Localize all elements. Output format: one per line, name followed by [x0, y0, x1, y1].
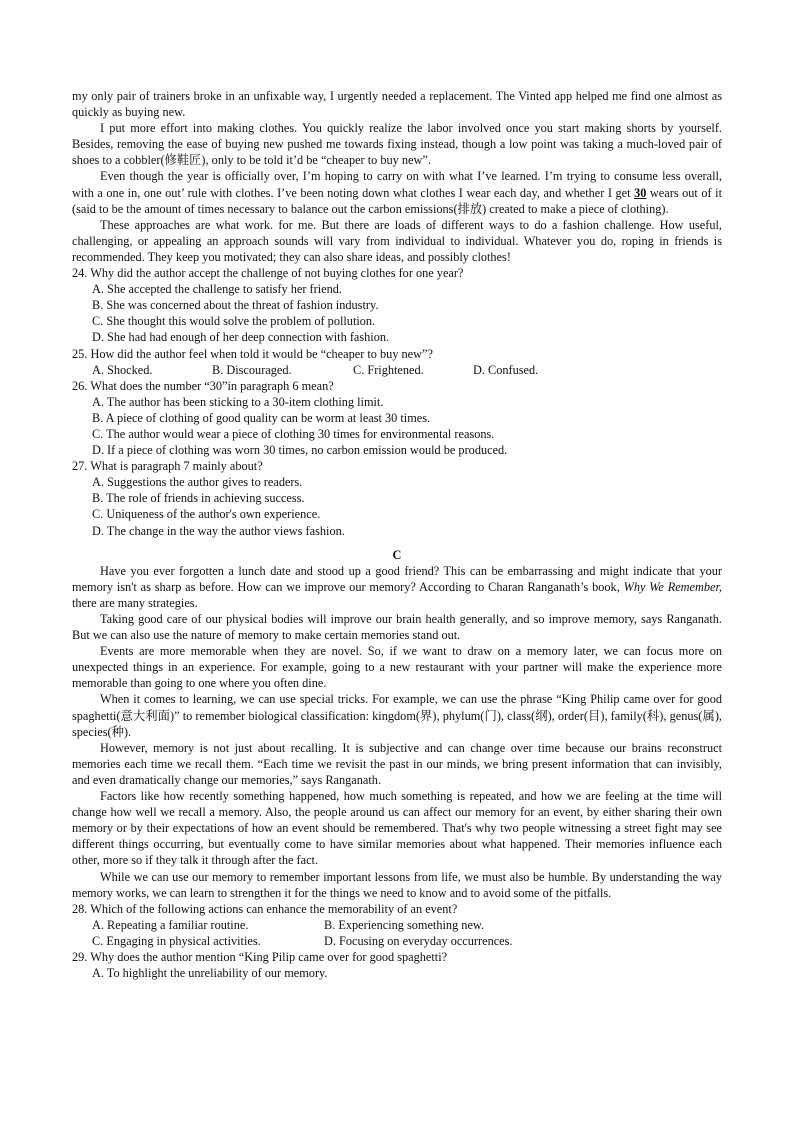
option: D. She had had enough of her deep connection with fashion. [92, 330, 390, 345]
question-stem: 25. How did the author feel when told it would be “cheaper to buy new”? [72, 346, 433, 361]
question-stem: 28. Which of the following actions can enhance the memorability of an event? [72, 901, 458, 916]
passage-paragraph: Events are more memorable when they are novel. So, if we want to draw on a memory later, we can focus more on unexpected things in an experience. For example, going to a new restaurant with your partner will make the experience more memorable than going to one where you often dine. [72, 644, 722, 691]
paragraph-text: wears out of it (said to be the amount of times necessary to balance out the carbon emissions(排放) created to make a piece of clothing). [72, 185, 723, 216]
question-stem: 26. What does the number “30”in paragraph 6 mean? [72, 378, 334, 393]
option: B. Discouraged. [212, 362, 292, 377]
option-row [92, 362, 722, 378]
option: D. If a piece of clothing was worn 30 times, no carbon emission would be produced. [92, 443, 508, 458]
option: A. Shocked. [92, 362, 153, 377]
paragraph-text: there are many strategies. [72, 595, 198, 610]
passage-paragraph: Taking good care of our physical bodies will improve our brain health generally, and so improve memory, says Ranganath. But we can also use the nature of memory to make certain memories stand out. [72, 612, 722, 643]
option: B. Experiencing something new. [324, 917, 485, 932]
passage-paragraph [72, 563, 722, 611]
question-stem: 29. Why does the author mention “King Pilip came over for good spaghetti? [72, 949, 448, 964]
passage-paragraph: Factors like how recently something happened, how much something is repeated, and how we are feeling at the time will change how well we recall a memory. Also, the people around us can affect our memory for an event, by either sharing their own memory or by their expectations of how an event should be remembered. That's why two people witnessing a street fight may see different things occurring, but eventually come to have similar memories about what happened. Their memories influence each other, more so if they talk it through after the fact. [72, 789, 722, 868]
passage-paragraph: my only pair of trainers broke in an unfixable way, I urgently needed a replacement. The Vinted app helped me find one almost as quickly as buying new. [72, 89, 722, 120]
passage-paragraph: However, memory is not just about recalling. It is subjective and can change over time because our brains reconstruct memories each time we recall them. “Each time we revisit the past in our minds, we bring present information that can invisibly, and even dramatically change our memories,” says Ranganath. [72, 740, 722, 787]
option: B. A piece of clothing of good quality can be worm at least 30 times. [92, 410, 431, 425]
option: A. The author has been sticking to a 30-item clothing limit. [92, 394, 384, 409]
option: B. She was concerned about the threat of fashion industry. [92, 298, 379, 313]
option: C. Engaging in physical activities. [92, 933, 261, 948]
underlined-number: 30 [634, 185, 647, 200]
option: D. Focusing on everyday occurrences. [324, 933, 513, 948]
option: A. Suggestions the author gives to readers. [92, 475, 303, 490]
paragraph-text: Even though the year is officially over, I’m hoping to carry on with what I’ve learned. I’m trying to consume less overall, with a one in, one out’ rule with clothes. I’ve been noting down what clothes I wear each day, and whether I get [72, 169, 722, 200]
section-heading: C [392, 547, 402, 562]
passage-paragraph: I put more effort into making clothes. You quickly realize the labor involved once you start making shorts by yourself. Besides, removing the ease of buying new pushed me towards fixing instead, though a low point was taking a much-loved pair of shoes to a cobbler(修鞋匠), only to be told it’d be “cheaper to buy new”. [72, 121, 722, 168]
question-stem: 24. Why did the author accept the challenge of not buying clothes for one year? [72, 266, 464, 281]
paragraph-text: Have you ever forgotten a lunch date and stood up a good friend? This can be embarrassing and might indicate that your memory isn't as sharp as before. How can we improve our memory? According to Charan Ranganath’s book, [72, 563, 722, 594]
book-title: Why We Remember, [623, 579, 722, 594]
exam-page [72, 88, 722, 981]
option: D. Confused. [473, 362, 539, 377]
option: C. Frightened. [353, 362, 424, 377]
option: A. Repeating a familiar routine. [92, 917, 249, 932]
option: C. She thought this would solve the problem of pollution. [92, 314, 376, 329]
passage-paragraph: When it comes to learning, we can use special tricks. For example, we can use the phrase “King Philip came over for good spaghetti(意大利面)” to remember biological classification: kingdom(界), phylum(门), class(纲), order(目), family(科), genus(属), species(种). [72, 692, 722, 739]
passage-paragraph: While we can use our memory to remember important lessons from life, we must also be humble. By understanding the way memory works, we can learn to strengthen it for the things we need to know and to avoid some of the pitfalls. [72, 869, 722, 900]
option: C. The author would wear a piece of clothing 30 times for environmental reasons. [92, 426, 495, 441]
option: B. The role of friends in achieving success. [92, 491, 305, 506]
option: C. Uniqueness of the author's own experience. [92, 507, 321, 522]
option: A. She accepted the challenge to satisfy her friend. [92, 282, 342, 297]
option: D. The change in the way the author views fashion. [92, 523, 345, 538]
question-stem: 27. What is paragraph 7 mainly about? [72, 459, 263, 474]
option: A. To highlight the unreliability of our memory. [92, 966, 328, 981]
passage-paragraph: These approaches are what work. for me. But there are loads of different ways to do a fashion challenge. How useful, challenging, or appealing an approach sounds will vary from individual to individual. Whatever you do, roping in friends is recommended. They keep you motivated; they can also share ideas, and possibly clothes! [72, 217, 722, 264]
option-row [92, 933, 722, 949]
passage-paragraph [72, 168, 722, 216]
option-row [92, 917, 722, 933]
